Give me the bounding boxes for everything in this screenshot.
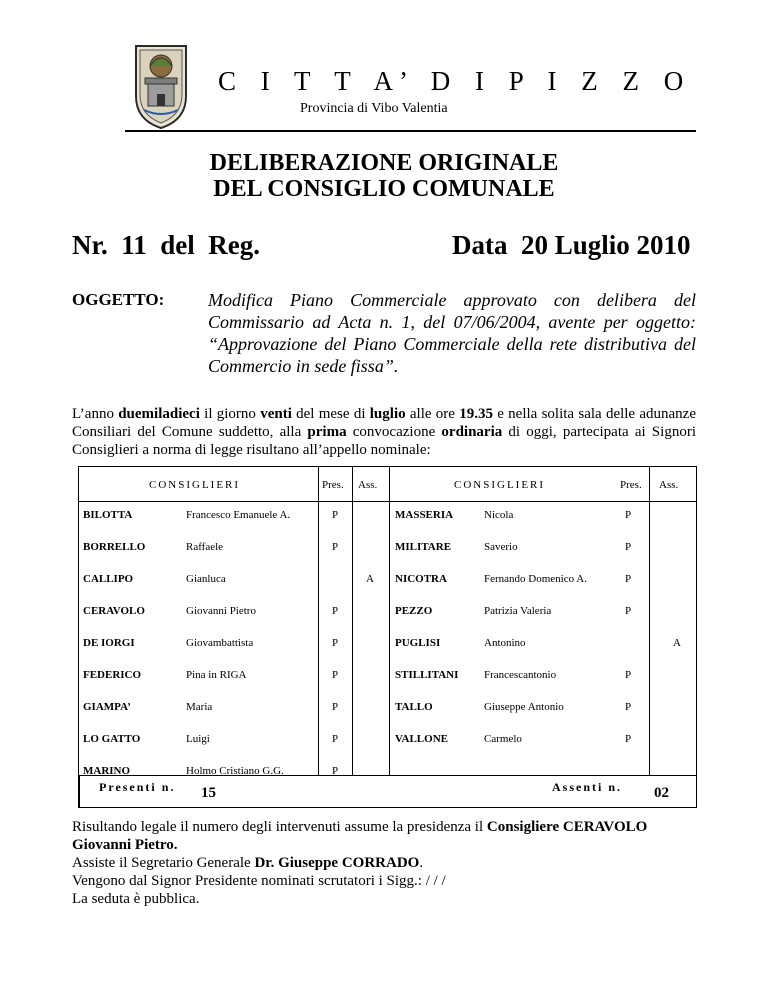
councillor-surname: MASSERIA [395, 509, 454, 521]
present-mark: P [331, 509, 339, 521]
closing-text [72, 818, 696, 908]
councillor-name: Fernando Domenico A. [484, 573, 587, 585]
councillor-surname: GIAMPA’ [83, 701, 131, 713]
coat-of-arms-icon [130, 40, 192, 130]
councillor-name: Gianluca [186, 573, 226, 585]
council-header-right: CONSIGLIERI [454, 479, 546, 491]
councillor-surname: BILOTTA [83, 509, 133, 521]
councillor-surname: VALLONE [395, 733, 448, 745]
presidency-line: Risultando legale il numero degli intervenuti assume la presidenza il Consigliere CERAVOLO Giovanni Pietro. [72, 819, 648, 853]
registration-date: Data 20 Luglio 2010 [452, 230, 691, 260]
province-subtitle: Provincia di Vibo Valentia [300, 101, 448, 116]
councillor-name: Francesco Emanuele A. [186, 509, 291, 521]
councillor-surname: PEZZO [395, 605, 433, 617]
absent-count: 02 [654, 785, 669, 801]
councillor-surname: BORRELLO [83, 541, 146, 553]
councillor-surname: DE IORGI [83, 637, 135, 649]
subject-text: Modifica Piano Commerciale approvato con delibera del Commissario ad Acta n. 1, del 07/06/2004, avente per oggetto: “Approvazione del Piano Commerciale della rete distributiva del Commercio in sede fissa”. [208, 290, 696, 376]
subject-label: OGGETTO: [72, 290, 165, 309]
councillor-name: Raffaele [186, 541, 224, 553]
document-title-line-1: DELIBERAZIONE ORIGINALE [209, 150, 559, 176]
present-mark: P [331, 605, 339, 617]
present-mark: P [624, 509, 632, 521]
councillor-surname: PUGLISI [395, 637, 441, 649]
councillor-surname: STILLITANI [395, 669, 459, 681]
document-title-line-2: DEL CONSIGLIO COMUNALE [213, 176, 555, 202]
councillor-name: Nicola [484, 509, 514, 521]
council-attendance-table [78, 466, 697, 808]
councillor-surname: CERAVOLO [83, 605, 145, 617]
councillor-name: Holmo Cristiano G.G. [186, 765, 284, 777]
absent-mark: A [673, 637, 681, 649]
present-mark: P [624, 701, 632, 713]
councillor-name: Pina in RIGA [186, 669, 247, 681]
scrutineers-line: Vengono dal Signor Presidente nominati scrutatori i Sigg.: / / / [72, 873, 446, 889]
present-mark: P [624, 733, 632, 745]
councillor-surname: NICOTRA [395, 573, 447, 585]
city-title: C I T T A’ D I P I Z Z O [218, 66, 693, 96]
councillor-surname: TALLO [395, 701, 433, 713]
present-header-right: Pres. [620, 479, 642, 491]
present-mark: P [331, 669, 339, 681]
present-mark: P [331, 541, 339, 553]
councillor-name: Carmelo [484, 733, 522, 745]
present-mark: P [624, 669, 632, 681]
secretary-line: Assiste il Segretario Generale Dr. Giuseppe CORRADO. [72, 855, 424, 871]
councillor-surname: LO GATTO [83, 733, 141, 745]
present-mark: P [331, 765, 339, 777]
councillor-surname: CALLIPO [83, 573, 134, 585]
present-label: Presenti n. [99, 780, 176, 794]
councillor-name: Francescantonio [484, 669, 557, 681]
present-mark: P [331, 701, 339, 713]
absent-mark: A [366, 573, 374, 585]
present-mark: P [624, 605, 632, 617]
public-session-line: La seduta è pubblica. [72, 891, 200, 907]
present-mark: P [624, 541, 632, 553]
councillor-surname: MARINO [83, 765, 131, 777]
present-mark: P [624, 573, 632, 585]
councillor-surname: MILITARE [395, 541, 452, 553]
absent-label: Assenti n. [552, 780, 623, 794]
registration-number: Nr. 11 del Reg. [72, 230, 260, 260]
councillor-name: Luigi [186, 733, 210, 745]
councillor-surname: FEDERICO [83, 669, 142, 681]
councillor-name: Maria [186, 701, 213, 713]
present-mark: P [331, 733, 339, 745]
councillor-name: Giovambattista [186, 637, 254, 649]
header-divider [125, 130, 696, 132]
councillor-name: Saverio [484, 541, 518, 553]
council-header-left: CONSIGLIERI [149, 479, 241, 491]
absent-header-right: Ass. [659, 479, 679, 491]
present-count: 15 [201, 785, 216, 801]
councillor-name: Patrizia Valeria [484, 605, 552, 617]
present-header-left: Pres. [322, 479, 344, 491]
present-mark: P [331, 637, 339, 649]
absent-header-left: Ass. [358, 479, 378, 491]
councillor-name: Giovanni Pietro [186, 605, 256, 617]
intro-paragraph: L’anno duemiladieci il giorno venti del mese di luglio alle ore 19.35 e nella solita sala delle adunanze Consiliari del Comune suddetto, alla prima convocazione ordinaria di oggi, partecipata ai Signori Consiglieri a norma di legge risultano all’appello nominale: [72, 406, 696, 458]
councillor-name: Giuseppe Antonio [484, 701, 564, 713]
councillor-name: Antonino [484, 637, 526, 649]
